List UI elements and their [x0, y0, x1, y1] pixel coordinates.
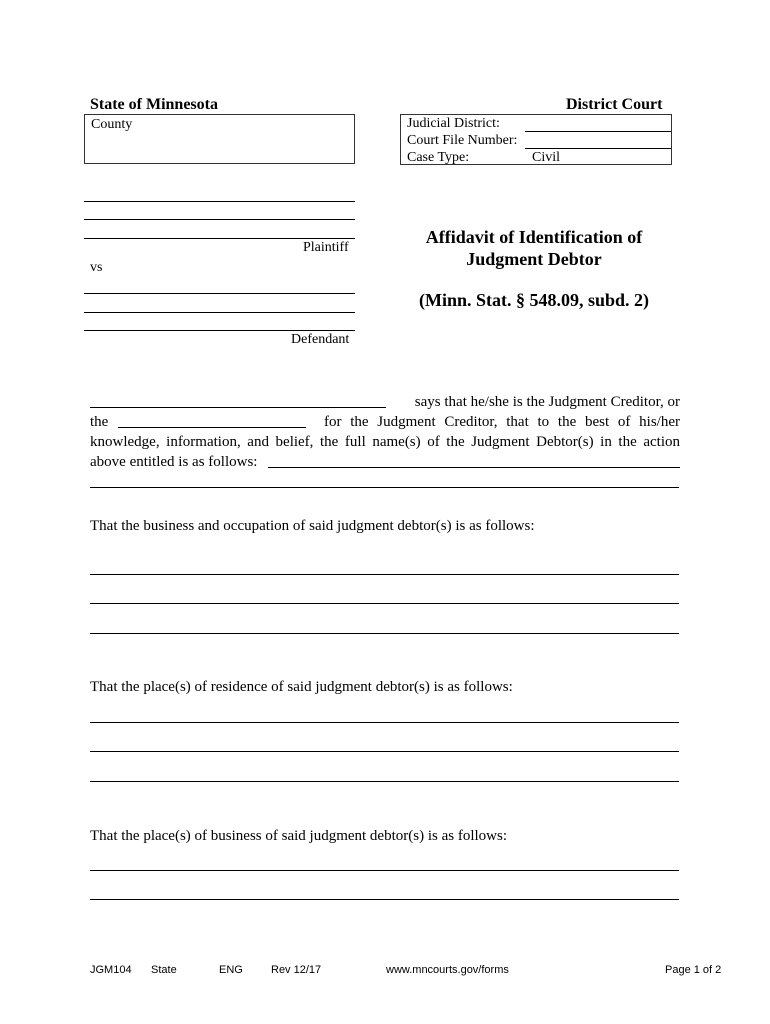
defendant-line-3[interactable]: [84, 330, 355, 331]
court-file-number-field[interactable]: [525, 148, 671, 149]
title-line-1: Affidavit of Identification of: [425, 227, 643, 247]
knowledge-text: knowledge, information, and belief, the full name(s) of the Judgment Debtor(s) in the action: [90, 434, 680, 450]
residence-text: That the place(s) of residence of said judgment debtor(s) is as follows:: [90, 679, 513, 695]
document-title: [384, 226, 684, 270]
affidavit-paragraph: [90, 392, 680, 472]
business-text: That the place(s) of business of said judgment debtor(s) is as follows:: [90, 828, 507, 844]
statute-citation: (Minn. Stat. § 548.09, subd. 2): [418, 290, 650, 310]
business-line-1[interactable]: [90, 870, 679, 871]
business-line-2[interactable]: [90, 899, 679, 900]
footer-jurisdiction: State: [151, 964, 177, 976]
occupation-line-2[interactable]: [90, 603, 679, 604]
judicial-district-field[interactable]: [525, 131, 671, 132]
residence-line-3[interactable]: [90, 781, 679, 782]
plaintiff-label: Plaintiff: [303, 240, 349, 255]
the-text: the: [90, 414, 109, 430]
defendant-line-2[interactable]: [84, 312, 355, 313]
footer-url[interactable]: www.mncourts.gov/forms: [386, 964, 509, 976]
title-line-2: Judgment Debtor: [466, 249, 602, 269]
residence-line-2[interactable]: [90, 751, 679, 752]
says-text: says that he/she is the Judgment Creditor, or: [414, 394, 680, 410]
occupation-line-3[interactable]: [90, 633, 679, 634]
for-text: for the Judgment Creditor, that to the best of his/her: [323, 414, 680, 430]
footer-page-number: Page 1 of 2: [665, 964, 722, 976]
vs-label: vs: [90, 260, 103, 275]
court-heading: District Court: [566, 96, 663, 113]
affiant-name-field[interactable]: [90, 392, 386, 408]
above-text: above entitled is as follows:: [90, 454, 258, 470]
state-heading: State of Minnesota: [90, 96, 218, 113]
judicial-district-label: Judicial District:: [407, 116, 500, 131]
footer-language: ENG: [219, 964, 243, 976]
defendant-line-1[interactable]: [84, 293, 355, 294]
defendant-label: Defendant: [291, 332, 350, 347]
county-field[interactable]: [84, 114, 355, 164]
court-file-number-label: Court File Number:: [407, 133, 518, 148]
case-type-label: Case Type:: [407, 150, 470, 165]
footer-form-code: JGM104: [90, 964, 132, 976]
footer-revision: Rev 12/17: [271, 964, 322, 976]
debtor-name-field[interactable]: [268, 452, 680, 468]
plaintiff-line-3[interactable]: [84, 238, 355, 239]
capacity-field[interactable]: [118, 412, 306, 428]
case-type-value: Civil: [532, 150, 561, 165]
plaintiff-line-1[interactable]: [84, 201, 355, 202]
residence-line-1[interactable]: [90, 722, 679, 723]
plaintiff-line-2[interactable]: [84, 219, 355, 220]
occupation-text: That the business and occupation of said judgment debtor(s) is as follows:: [90, 518, 535, 534]
occupation-line-1[interactable]: [90, 574, 679, 575]
debtor-name-line-2[interactable]: [90, 487, 679, 488]
case-info-box: [400, 114, 672, 165]
county-label: County: [91, 117, 133, 132]
